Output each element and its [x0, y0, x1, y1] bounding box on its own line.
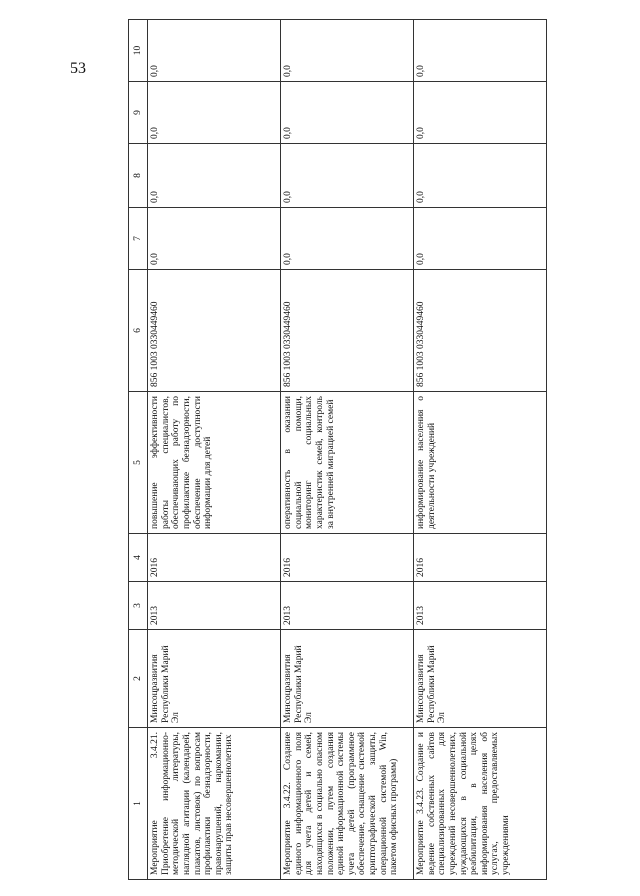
table-row [281, 20, 414, 880]
value-cell-9: 0,0 [281, 82, 414, 144]
end-year-cell: 2016 [281, 534, 414, 582]
expected-result-cell: информирование населения о деятельности учреждений [414, 392, 547, 534]
value-cell-10: 0,0 [414, 20, 547, 82]
value-cell-8: 0,0 [148, 144, 281, 208]
value-cell-7: 0,0 [281, 208, 414, 270]
column-number-row [129, 20, 148, 880]
activity-name-cell: Мероприятие 3.4.23. Создание и ведение собственных сайтов специализированных для учреждений несовершеннолетних, нуждающихся в социальной реабилитации, в целях информирования населения об услугах, предоставляемых учреждениями [414, 728, 547, 880]
activity-name-cell: Мероприятие 3.4.21. Приобретение информационно-методической литературы, наглядной агитации (календарей, плакатов, листовок) по вопросам профилактики безнадзорности, правонарушений, наркомании, защиты прав несовершеннолетних [148, 728, 281, 880]
table-row [148, 20, 281, 880]
activity-name-cell: Мероприятие 3.4.22. Создание единого информационного поля для учета детей и семей, находящихся в социально опасном положении, путем создания единой информационной системы учета детей (программное обеспечение, оснащение системой криптографической защиты, операционной системой Win, пакетом офисных программ) [281, 728, 414, 880]
value-cell-9: 0,0 [414, 82, 547, 144]
column-header-3: 3 [129, 582, 148, 630]
column-header-2: 2 [129, 630, 148, 728]
value-cell-7: 0,0 [148, 208, 281, 270]
column-header-10: 10 [129, 20, 148, 82]
column-header-9: 9 [129, 82, 148, 144]
start-year-cell: 2013 [414, 582, 547, 630]
start-year-cell: 2013 [148, 582, 281, 630]
table-row [414, 20, 547, 880]
executor-cell: Минсоцразвития Республики Марий Эл [281, 630, 414, 728]
value-cell-8: 0,0 [281, 144, 414, 208]
column-header-7: 7 [129, 208, 148, 270]
value-cell-7: 0,0 [414, 208, 547, 270]
value-cell-10: 0,0 [148, 20, 281, 82]
value-cell-10: 0,0 [281, 20, 414, 82]
column-header-4: 4 [129, 534, 148, 582]
column-header-5: 5 [129, 392, 148, 534]
page-number: 53 [70, 60, 86, 77]
start-year-cell: 2013 [281, 582, 414, 630]
expected-result-cell: повышение эффективности работы специалистов, обеспечивающих работу по профилактике безнадзорности, обеспечение доступности информации для детей [148, 392, 281, 534]
program-activities-table [128, 19, 547, 880]
value-cell-9: 0,0 [148, 82, 281, 144]
budget-code-cell: 856 1003 0330449460 [281, 270, 414, 392]
value-cell-8: 0,0 [414, 144, 547, 208]
rotated-table-container [128, 20, 588, 880]
column-header-6: 6 [129, 270, 148, 392]
budget-code-cell: 856 1003 0330449460 [414, 270, 547, 392]
column-header-8: 8 [129, 144, 148, 208]
executor-cell: Минсоцразвития Республики Марий Эл [148, 630, 281, 728]
end-year-cell: 2016 [148, 534, 281, 582]
executor-cell: Минсоцразвития Республики Марий Эл [414, 630, 547, 728]
budget-code-cell: 856 1003 0330449460 [148, 270, 281, 392]
end-year-cell: 2016 [414, 534, 547, 582]
expected-result-cell: оперативность в оказании социальной помощи, мониторинг социальных характеристик семей, контроль за внутренней миграцией семей [281, 392, 414, 534]
column-header-1: 1 [129, 728, 148, 880]
